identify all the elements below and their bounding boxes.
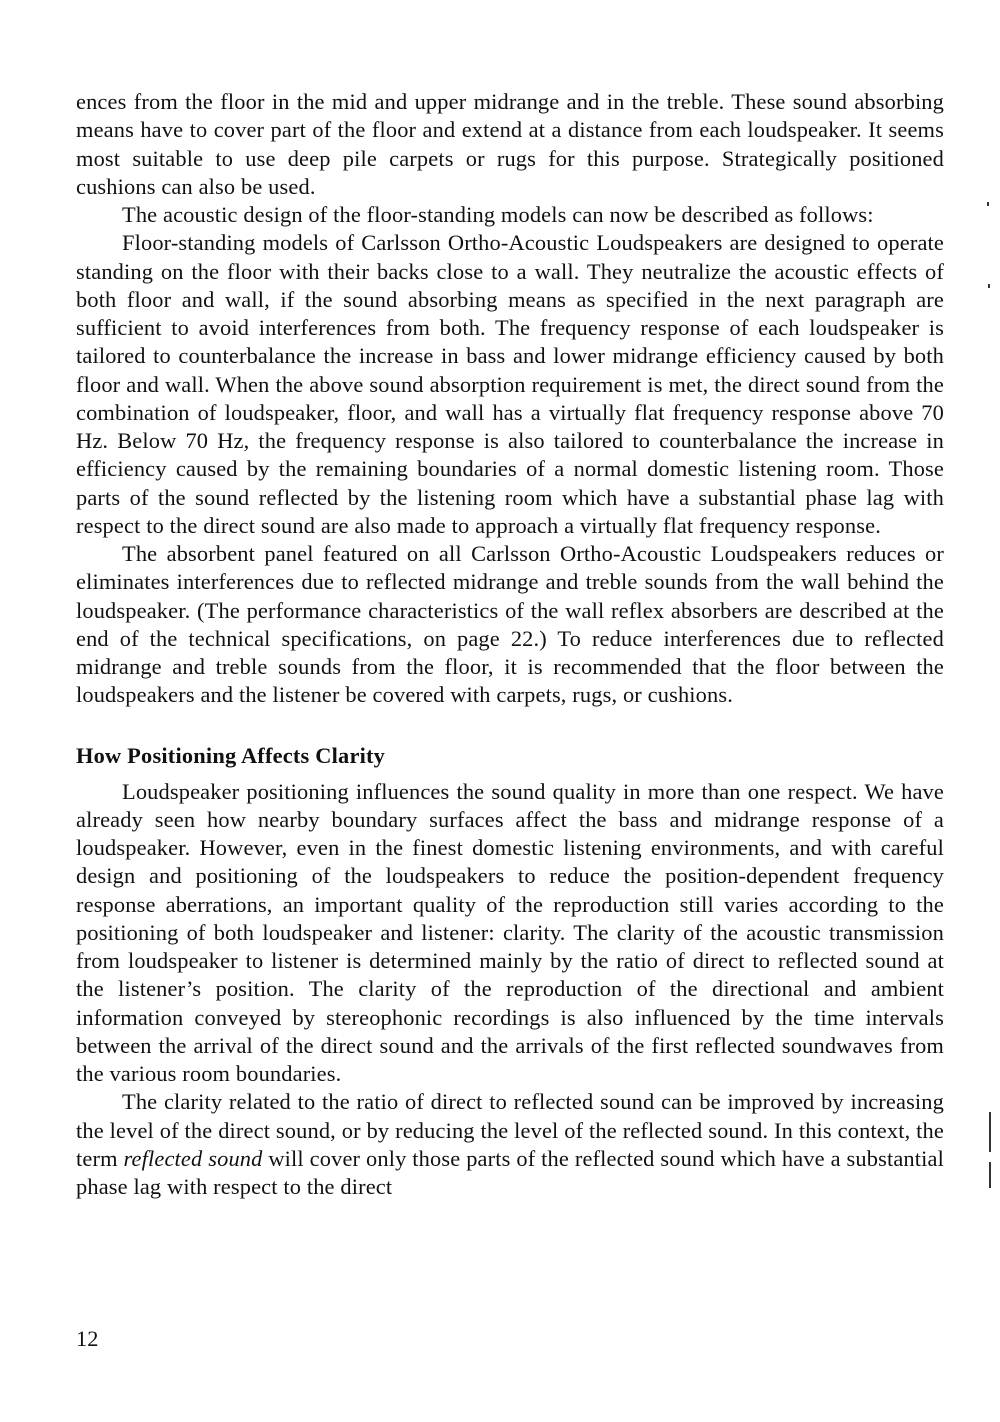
- page-number: 12: [76, 1326, 99, 1351]
- scan-mark: [989, 1162, 991, 1188]
- scan-mark: [989, 1112, 991, 1152]
- reflected-sound-emphasis: reflected sound: [123, 1145, 263, 1171]
- document-page: [76, 88, 944, 1201]
- paragraph-floor-standing-models: Floor-standing models of Carlsson Ortho-Acoustic Loudspeakers are designed to operate standing on the floor with their backs close to a wall. They neutralize the acoustic effects of both floor and wall, if the sound absorbing means as specified in the next paragraph are sufficient to avoid interferences from both. The frequency response of each loudspeaker is tailored to counterbalance the increase in bass and lower midrange efficiency caused by both floor and wall. When the above sound absorption requirement is met, the direct sound from the combination of loudspeaker, floor, and wall has a virtually flat frequency response above 70 Hz. Below 70 Hz, the frequency response is also tailored to counterbalance the increase in efficiency caused by the remaining boundaries of a normal domestic listening room. Those parts of the sound reflected by the listening room which have a substantial phase lag with respect to the direct sound are also made to approach a virtually flat frequency response.: [76, 230, 944, 538]
- scan-mark: [988, 284, 990, 288]
- section-heading: How Positioning Affects Clarity: [76, 742, 386, 768]
- paragraph-clarity-ratio: [76, 1088, 944, 1201]
- clarity-text-after: will cover only those parts of the reflected sound which have a substantial phase lag with respect to the direct: [76, 1145, 944, 1199]
- paragraph-acoustic-design-intro: The acoustic design of the floor-standing models can now be described as follows:: [122, 202, 874, 227]
- scan-mark: [987, 202, 989, 206]
- paragraph-positioning-clarity: Loudspeaker positioning influences the sound quality in more than one respect. We have already seen how nearby boundary surfaces affect the bass and midrange response of a loudspeaker. However, even in the finest domestic listening environments, and with careful design and positioning of the loudspeakers to reduce the position-dependent frequency response aberrations, an important quality of the reproduction still varies according to the positioning of both loudspeaker and listener: clarity. The clarity of the acoustic transmission from loudspeaker to listener is determined mainly by the ratio of direct to reflected sound at the listener’s position. The clarity of the reproduction of the directional and ambient information conveyed by stereophonic recordings is also influenced by the time intervals between the arrival of the direct sound and the arrivals of the first reflected soundwaves from the various room boundaries.: [76, 778, 944, 1086]
- paragraph-absorbent-panel: The absorbent panel featured on all Carlsson Ortho-Acoustic Loudspeakers reduces or eliminates interferences due to reflected midrange and treble sounds from the wall behind the loudspeaker. (The performance characteristics of the wall reflex absorbers are described at the end of the technical specifications, on page 22.) To reduce interferences due to reflected midrange and treble sounds from the floor, it is recommended that the floor between the loudspeakers and the listener be covered with carpets, rugs, or cushions.: [76, 541, 944, 708]
- paragraph-continuation: ences from the floor in the mid and upper midrange and in the treble. These sound absorbing means have to cover part of the floor and extend at a distance from each loudspeaker. It seems most suitable to use deep pile carpets or rugs for this purpose. Strategically positioned cushions can also be used.: [76, 89, 944, 199]
- clarity-text-before: The clarity related to the ratio of direct to reflected sound can be improved by increasing the level of the direct sound, or by reducing the level of the reflected sound. In this context, the term: [76, 1089, 944, 1171]
